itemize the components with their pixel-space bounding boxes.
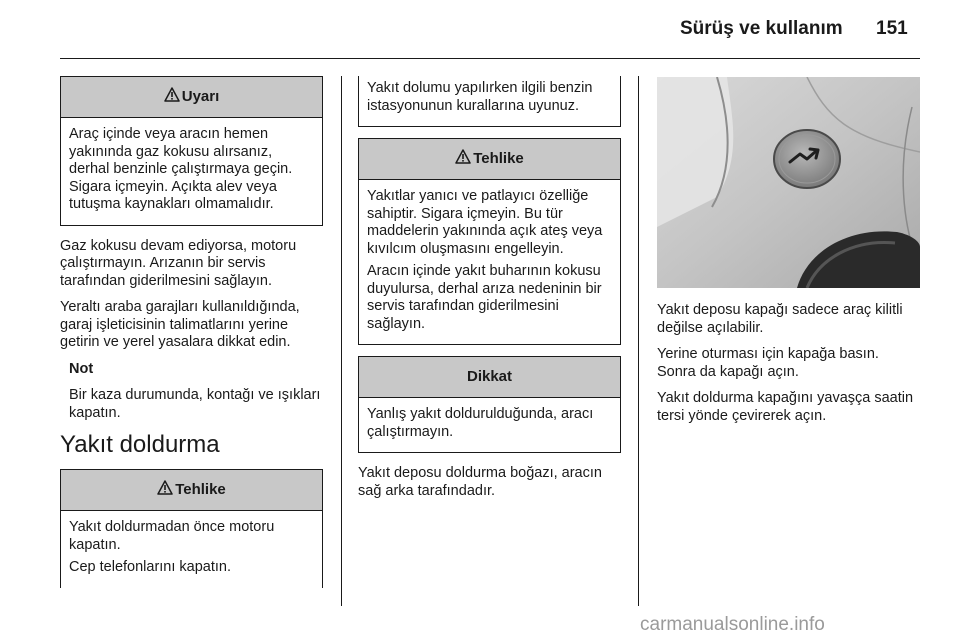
warning-triangle-icon (157, 480, 173, 500)
danger-box-2 (358, 138, 621, 345)
continued-box (358, 76, 621, 127)
paragraph-open-cap: Yakıt doldurma kapağını yavaşça saatin tersi yönde çevirerek açın. (657, 390, 914, 424)
danger-box-2-text-2: Aracın içinde yakıt buharının kokusu duyulursa, derhal arıza nedeninin bir servis tarafından giderilmesini sağlayın. (367, 263, 602, 332)
caution-box-title: Dikkat (466, 368, 513, 386)
danger-box-2-body (359, 180, 620, 344)
fuel-flap-photo (657, 77, 920, 288)
danger-box-2-text-1: Yakıtlar yanıcı ve patlayıcı özelliğe sahiptir. Sigara içmeyin. Bu tür maddelerin yakınında açık ateş veya kıvılcım oluşmasını engelleyin. (367, 188, 603, 257)
danger-box-1-header (61, 470, 322, 511)
note-block (60, 361, 323, 423)
section-title: Yakıt doldurma (60, 431, 220, 458)
paragraph-flap-locked: Yakıt deposu kapağı sadece araç kilitli değilse açılabilir. (657, 302, 903, 336)
caution-box-body (359, 398, 620, 452)
danger-box-1-text-1: Yakıt doldurmadan önce motoru kapatın. (69, 519, 275, 553)
paragraph-gas-smell: Gaz kokusu devam ediyorsa, motoru çalıştırmayın. Arızanın bir servis tarafından giderilmesini sağlayın. (60, 237, 297, 289)
warning-triangle-icon (164, 87, 180, 107)
danger-box-1 (60, 469, 323, 588)
warning-box (60, 76, 323, 226)
note-text: Bir kaza durumunda, kontağı ve ışıkları kapatın. (69, 387, 321, 421)
note-label: Not (69, 360, 94, 377)
page-header-title: Sürüş ve kullanım (680, 18, 843, 39)
continued-box-text: Yakıt dolumu yapılırken ilgili benzin istasyonunun kurallarına uyunuz. (367, 80, 593, 114)
danger-box-1-text-2: Cep telefonlarını kapatın. (69, 559, 232, 575)
warning-box-title: Uyarı (181, 88, 220, 106)
danger-box-1-body (61, 511, 322, 588)
continued-box-body (359, 76, 620, 126)
caution-box-text: Yanlış yakıt doldurulduğunda, aracı çalıştırmayın. (367, 406, 594, 440)
danger-box-2-title: Tehlike (473, 150, 524, 168)
caution-box-header (359, 357, 620, 398)
danger-box-2-header (359, 139, 620, 180)
column-divider-1 (341, 76, 342, 606)
caution-box (358, 356, 621, 453)
column-divider-2 (638, 76, 639, 606)
column-1 (60, 76, 323, 588)
watermark: carmanualsonline.info (640, 614, 825, 635)
paragraph-filler-neck: Yakıt deposu doldurma boğazı, aracın sağ arka tarafındadır. (358, 465, 602, 499)
danger-box-1-title: Tehlike (175, 481, 226, 499)
header-rule (60, 58, 920, 59)
column-3 (657, 302, 920, 434)
page-number: 151 (876, 18, 908, 39)
paragraph-press-flap: Yerine oturması için kapağa basın. Sonra da kapağı açın. (657, 346, 879, 380)
warning-box-text: Araç içinde veya aracın hemen yakınında gaz kokusu alırsanız, derhal benzinle çalıştırmaya geçin. Sigara içmeyin. Açıkta alev veya tutuşma kaynakları olmamalıdır. (69, 126, 293, 212)
paragraph-underground-garage: Yeraltı araba garajları kullanıldığında, garaj işleticisinin talimatlarını yerine getirin ve yerel yasalara dikkat edin. (60, 299, 300, 350)
warning-triangle-icon (455, 149, 471, 169)
warning-box-header (61, 77, 322, 118)
column-2 (358, 76, 621, 509)
warning-box-body (61, 118, 322, 225)
